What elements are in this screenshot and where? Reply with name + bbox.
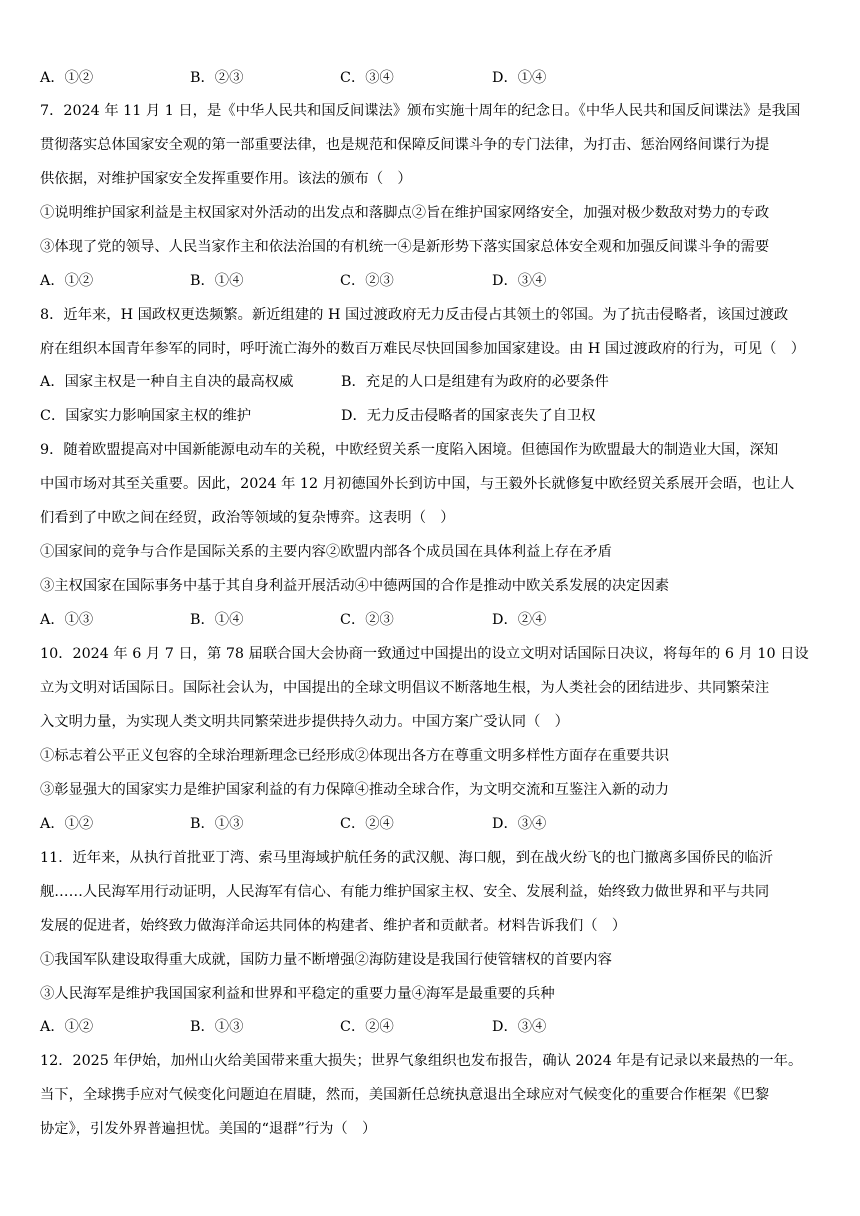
option-c: C．②④ xyxy=(340,816,394,832)
option-d: D．②④ xyxy=(492,612,547,628)
option-a: A．①② xyxy=(40,1019,94,1035)
statement-line: ①我国军队建设取得重大成就，国防力量不断增强②海防建设是我国行使管辖权的首要内容 xyxy=(40,952,612,968)
statement-line: ①标志着公平正义包容的全球治理新理念已经形成②体现出各方在尊重文明多样性方面存在重要共识 xyxy=(40,748,670,764)
question-stem-line: 11．近年来，从执行首批亚丁湾、索马里海域护航任务的武汉舰、海口舰，到在战火纷飞的也门撤离多国侨民的临沂 xyxy=(40,850,774,866)
question-stem-line: 10．2024 年 6 月 7 日，第 78 届联合国大会协商一致通过中国提出的设立文明对话国际日决议，将每年的 6 月 10 日设 xyxy=(40,646,809,662)
option-c: C．②③ xyxy=(340,273,394,289)
question-stem-line: 入文明力量，为实现人类文明共同繁荣进步提供持久动力。中国方案广受认同（ ） xyxy=(40,714,569,730)
statement-line: ①说明维护国家利益是主权国家对外活动的出发点和落脚点②旨在维护国家网络安全，加强对极少数敌对势力的专政 xyxy=(40,205,770,221)
option-d: D．③④ xyxy=(492,1019,547,1035)
option-a: A．①③ xyxy=(40,612,94,628)
question-stem-line: 协定》，引发外界普遍担忧。美国的“退群”行为（ ） xyxy=(40,1121,377,1137)
option-d: D．①④ xyxy=(492,70,547,86)
statement-line: ③人民海军是维护我国国家利益和世界和平稳定的重要力量④海军是最重要的兵种 xyxy=(40,986,555,1002)
statement-line: ①国家间的竞争与合作是国际关系的主要内容②欧盟内部各个成员国在具体利益上存在矛盾 xyxy=(40,544,612,560)
question-stem-line: 当下，全球携手应对气候变化问题迫在眉睫，然而，美国新任总统执意退出全球应对气候变化的重要合作框架《巴黎 xyxy=(40,1087,770,1103)
question-stem-line: 立为文明对话国际日。国际社会认为，中国提出的全球文明倡议不断落地生根，为人类社会的团结进步、共同繁荣注 xyxy=(40,680,770,696)
option-b: B．充足的人口是组建有为政府的必要条件 xyxy=(341,374,609,390)
question-stem-line: 中国市场对其至关重要。因此，2024 年 12 月初德国外长到访中国，与王毅外长就修复中欧经贸关系展开会晤，也让人 xyxy=(40,476,795,492)
option-d: D．无力反击侵略者的国家丧失了自卫权 xyxy=(341,408,596,424)
option-d: D．③④ xyxy=(492,816,547,832)
option-b: B．①③ xyxy=(190,816,244,832)
option-c: C．②③ xyxy=(340,612,394,628)
statement-line: ③主权国家在国际事务中基于其自身利益开展活动④中德两国的合作是推动中欧关系发展的决定因素 xyxy=(40,578,670,594)
question-stem-line: 供依据，对维护国家安全发挥重要作用。该法的颁布（ ） xyxy=(40,171,412,187)
statement-line: ③体现了党的领导、人民当家作主和依法治国的有机统一④是新形势下落实国家总体安全观和加强反间谍斗争的需要 xyxy=(40,239,770,255)
option-a: A．国家主权是一种自主自决的最高权威 xyxy=(40,374,294,390)
option-b: B．①④ xyxy=(190,612,244,628)
question-stem-line: 府在组织本国青年参军的同时，呼吁流亡海外的数百万难民尽快回国参加国家建设。由 H 国过渡政府的行为，可见（ ） xyxy=(40,341,805,357)
question-stem-line: 发展的促进者，始终致力做海洋命运共同体的构建者、维护者和贡献者。材料告诉我们（ ） xyxy=(40,918,627,934)
statement-line: ③彰显强大的国家实力是维护国家利益的有力保障④推动全球合作，为文明交流和互鉴注入新的动力 xyxy=(40,782,670,798)
question-stem-line: 7．2024 年 11 月 1 日，是《中华人民共和国反间谍法》颁布实施十周年的纪念日。《中华人民共和国反间谍法》是我国 xyxy=(40,103,801,119)
option-c: C．②④ xyxy=(340,1019,394,1035)
question-stem-line: 12．2025 年伊始，加州山火给美国带来重大损失；世界气象组织也发布报告，确认 2024 年是有记录以来最热的一年。 xyxy=(40,1053,803,1069)
option-a: A．①② xyxy=(40,70,94,86)
question-stem-line: 贯彻落实总体国家安全观的第一部重要法律，也是规范和保障反间谍斗争的专门法律，为打击、惩治网络间谍行为提 xyxy=(40,137,770,153)
question-stem-line: 8．近年来，H 国政权更迭频繁。新近组建的 H 国过渡政府无力反击侵占其领土的邻国。为了抗击侵略者，该国过渡政 xyxy=(40,307,789,323)
option-b: B．①④ xyxy=(190,273,244,289)
option-a: A．①② xyxy=(40,273,94,289)
option-c: C．国家实力影响国家主权的维护 xyxy=(40,408,252,424)
question-stem-line: 舰……人民海军用行动证明，人民海军有信心、有能力维护国家主权、安全、发展利益，始终致力做世界和平与共同 xyxy=(40,884,770,900)
option-d: D．③④ xyxy=(492,273,547,289)
option-b: B．①③ xyxy=(190,1019,244,1035)
option-b: B．②③ xyxy=(190,70,244,86)
option-a: A．①② xyxy=(40,816,94,832)
question-stem-line: 9．随着欧盟提高对中国新能源电动车的关税，中欧经贸关系一度陷入困境。但德国作为欧盟最大的制造业大国，深知 xyxy=(40,442,779,458)
option-c: C．③④ xyxy=(340,70,394,86)
question-stem-line: 们看到了中欧之间在经贸，政治等领域的复杂博弈。这表明（ ） xyxy=(40,510,455,526)
